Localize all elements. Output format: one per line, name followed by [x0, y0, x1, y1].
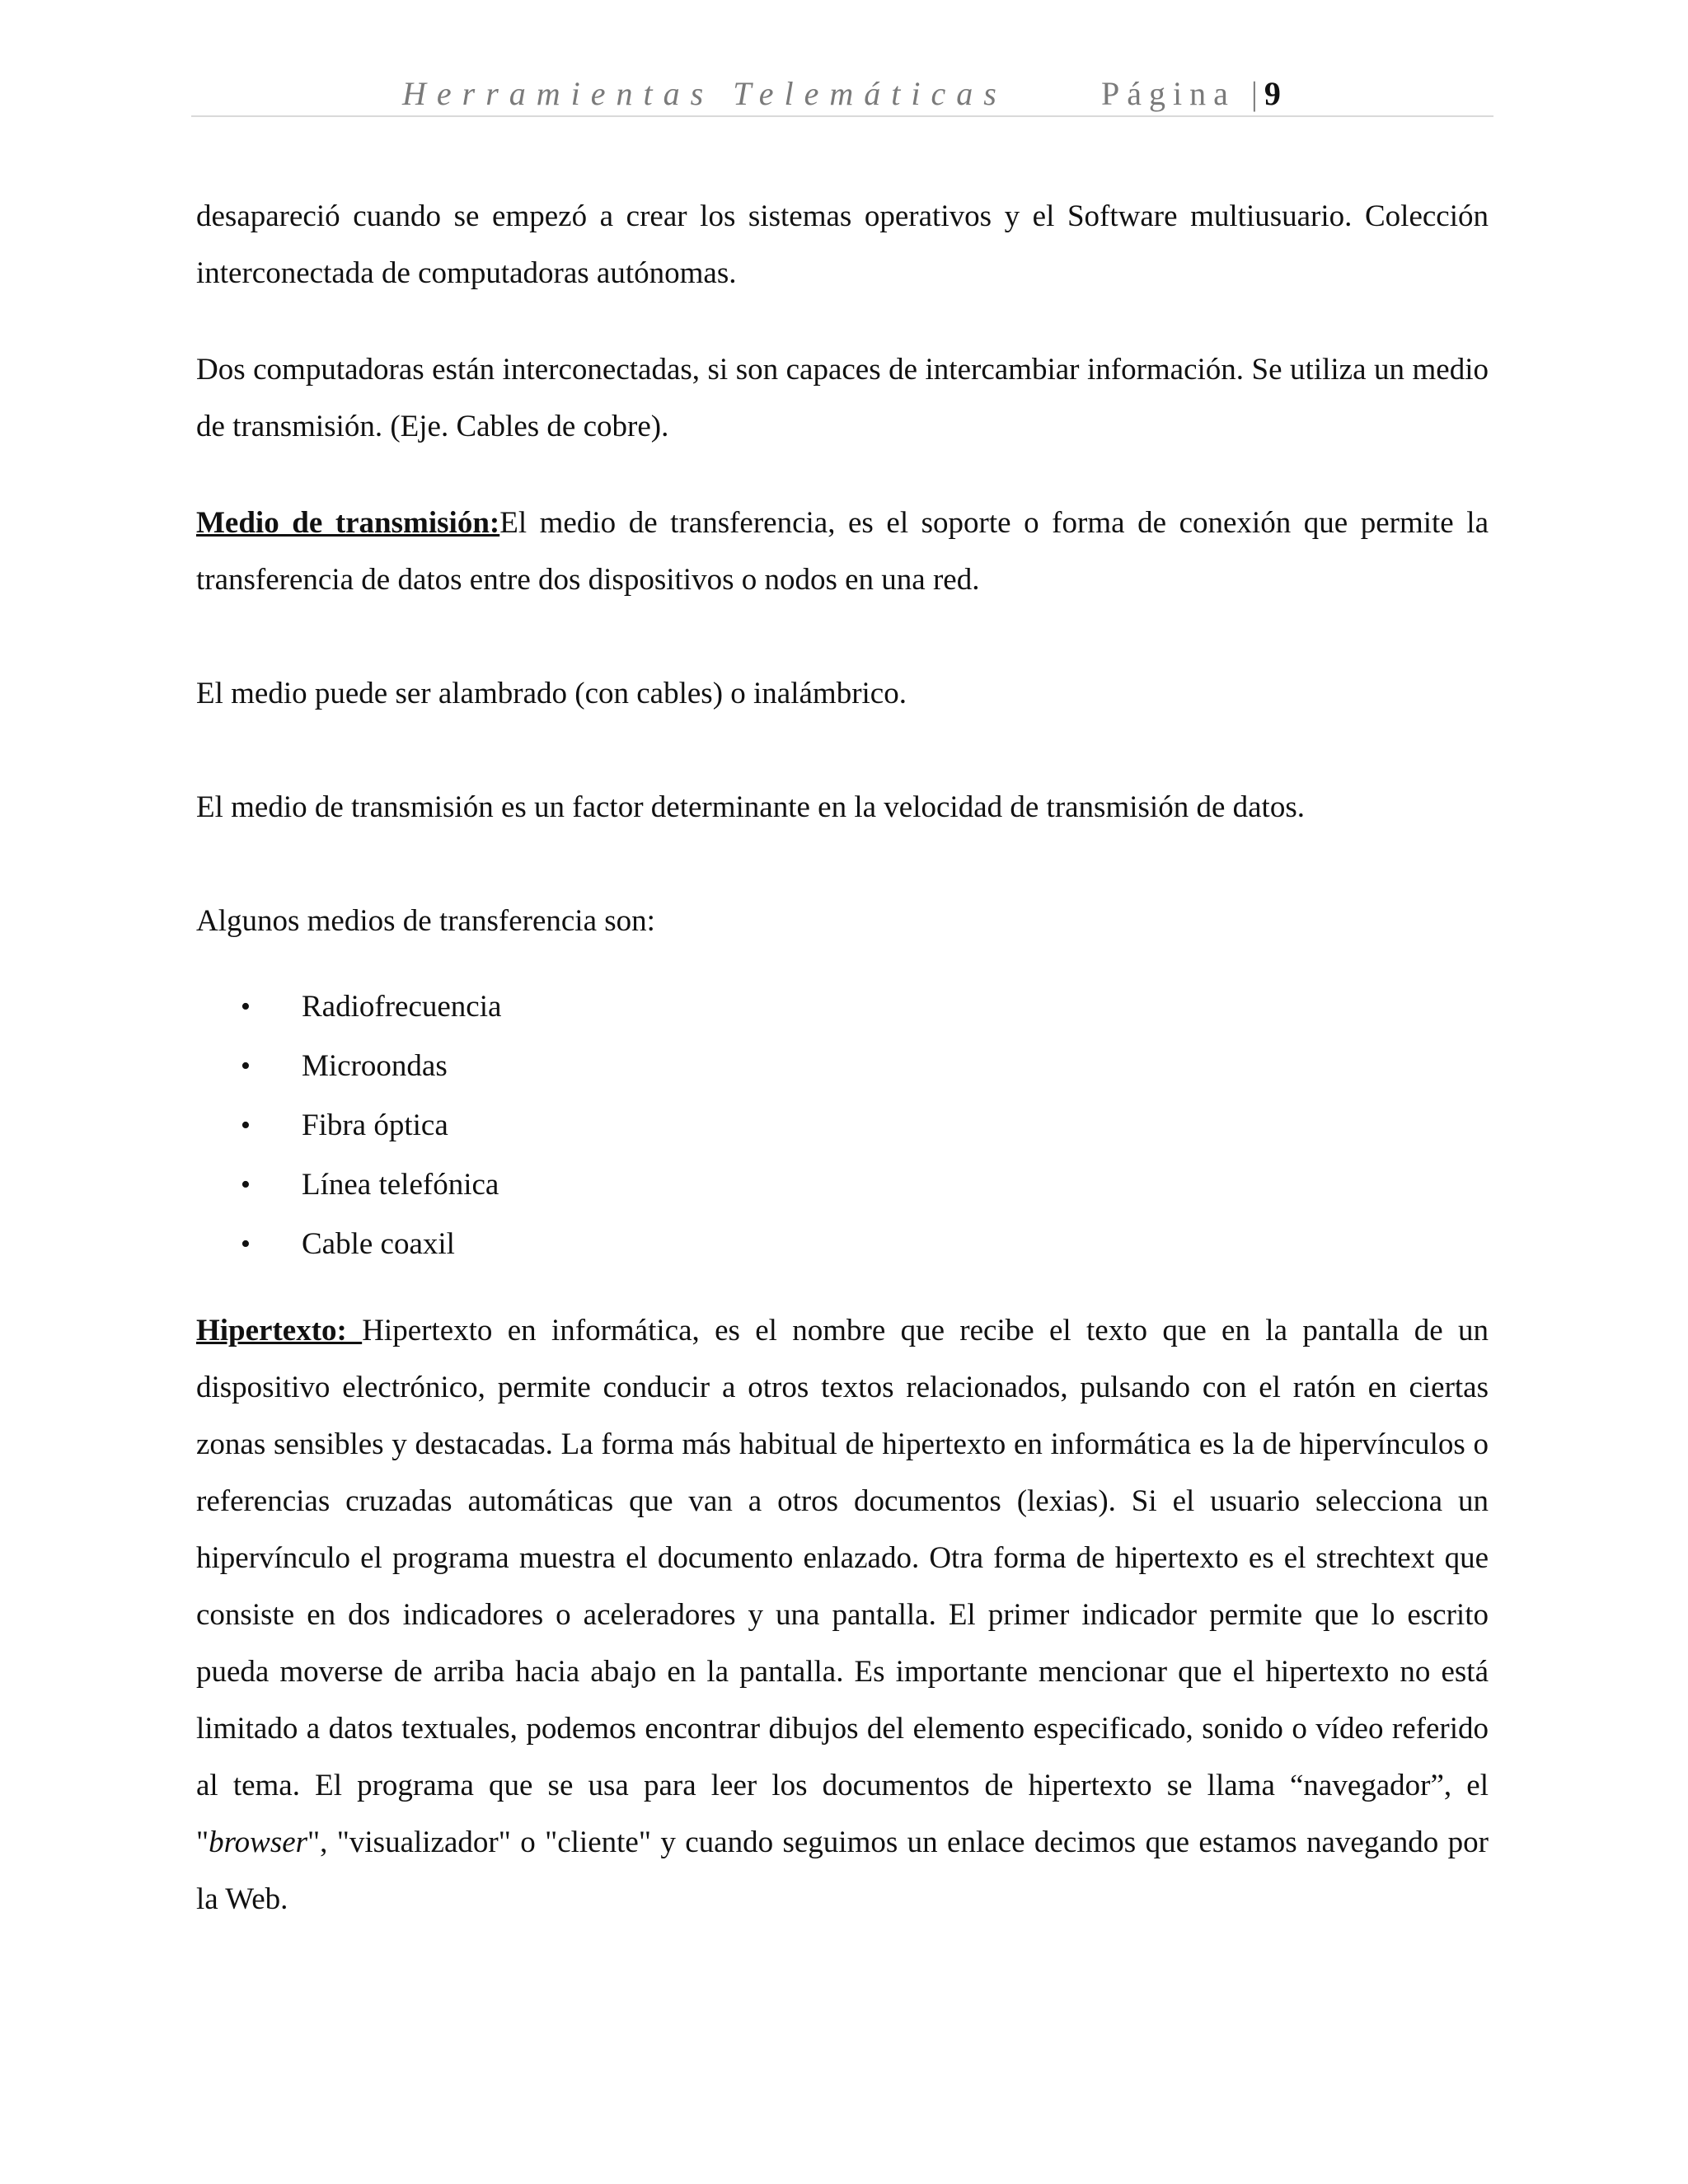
header-title: Herramientas Telemáticas	[402, 75, 1007, 112]
paragraph-list-intro: Algunos medios de transferencia son:	[196, 904, 655, 938]
list-item	[196, 1096, 1489, 1155]
paragraph-hypertext	[196, 1302, 1489, 1928]
header-page-label: Página	[1101, 75, 1236, 112]
bullet-icon: •	[241, 1110, 251, 1141]
paragraph-medium-types: El medio puede ser alambrado (con cables) o inalámbrico.	[196, 677, 907, 710]
list-item-label: Radiofrecuencia	[302, 990, 502, 1024]
list-item	[196, 977, 1489, 1037]
header-page-indicator	[1101, 73, 1281, 115]
paragraph-transmission-medium	[196, 494, 1489, 608]
page-content	[196, 188, 1489, 1928]
bullet-icon: •	[241, 1051, 251, 1081]
hypertext-text-part1: Hipertexto en informática, es el nombre que recibe el texto que en la pantalla de un dispositivo electrónico, permite conducir a otros textos relacionados, pulsando con el ratón en ciertas zonas sensibles y destacadas. La forma más habitual de hipertexto en informática es la de hipervínculos o referencias cruzadas automáticas que van a otros documentos (lexias). Si el usuario selecciona un hipervínculo el programa muestra el documento enlazado. Otra forma de hipertexto es el strechtext que consiste en dos indicadores o aceleradores y una pantalla. El primer indicador permite que lo escrito pueda moverse de arriba hacia abajo en la pantalla. Es importante mencionar que el hipertexto no está limitado a datos textuales, podemos encontrar dibujos del elemento especificado, sonido o vídeo referido al tema. El programa que se usa para leer los documentos de hipertexto se llama “navegador”, el "	[196, 1314, 1489, 1859]
bullet-icon: •	[241, 991, 251, 1022]
list-item	[196, 1037, 1489, 1096]
header-divider	[191, 115, 1493, 117]
definition-transmission-medium: El medio de transferencia, es el soporte o forma de conexión que permite la transferencia de datos entre dos dispositivos o nodos en una red.	[196, 506, 1489, 597]
header-page-number: 9	[1264, 75, 1281, 112]
paragraph-medium-factor: El medio de transmisión es un factor determinante en la velocidad de transmisión de datos.	[196, 790, 1305, 824]
hypertext-text-part2: ", "visualizador" o "cliente" y cuando seguimos un enlace decimos que estamos navegando por la Web.	[196, 1825, 1489, 1916]
header-separator: |	[1250, 75, 1264, 112]
list-item-label: Microondas	[302, 1049, 448, 1083]
transmission-media-list	[196, 977, 1489, 1274]
bullet-icon: •	[241, 1229, 251, 1259]
term-hypertext: Hipertexto:	[196, 1314, 363, 1347]
paragraph-networks: desapareció cuando se empezó a crear los sistemas operativos y el Software multiusuario. Colección interconectada de computadoras autónomas.	[196, 199, 1489, 290]
list-item-label: Fibra óptica	[302, 1108, 448, 1142]
term-transmission-medium: Medio de transmisión:	[196, 506, 500, 540]
list-item	[196, 1155, 1489, 1215]
list-item-label: Línea telefónica	[302, 1168, 499, 1202]
list-item	[196, 1215, 1489, 1274]
page-header	[191, 73, 1493, 115]
bullet-icon: •	[241, 1169, 251, 1200]
list-item-label: Cable coaxil	[302, 1227, 455, 1261]
hypertext-italic-browser: browser	[209, 1825, 308, 1859]
paragraph-interconnected: Dos computadoras están interconectadas, si son capaces de intercambiar información. Se utiliza un medio de transmisión. (Eje. Cables de cobre).	[196, 353, 1489, 443]
